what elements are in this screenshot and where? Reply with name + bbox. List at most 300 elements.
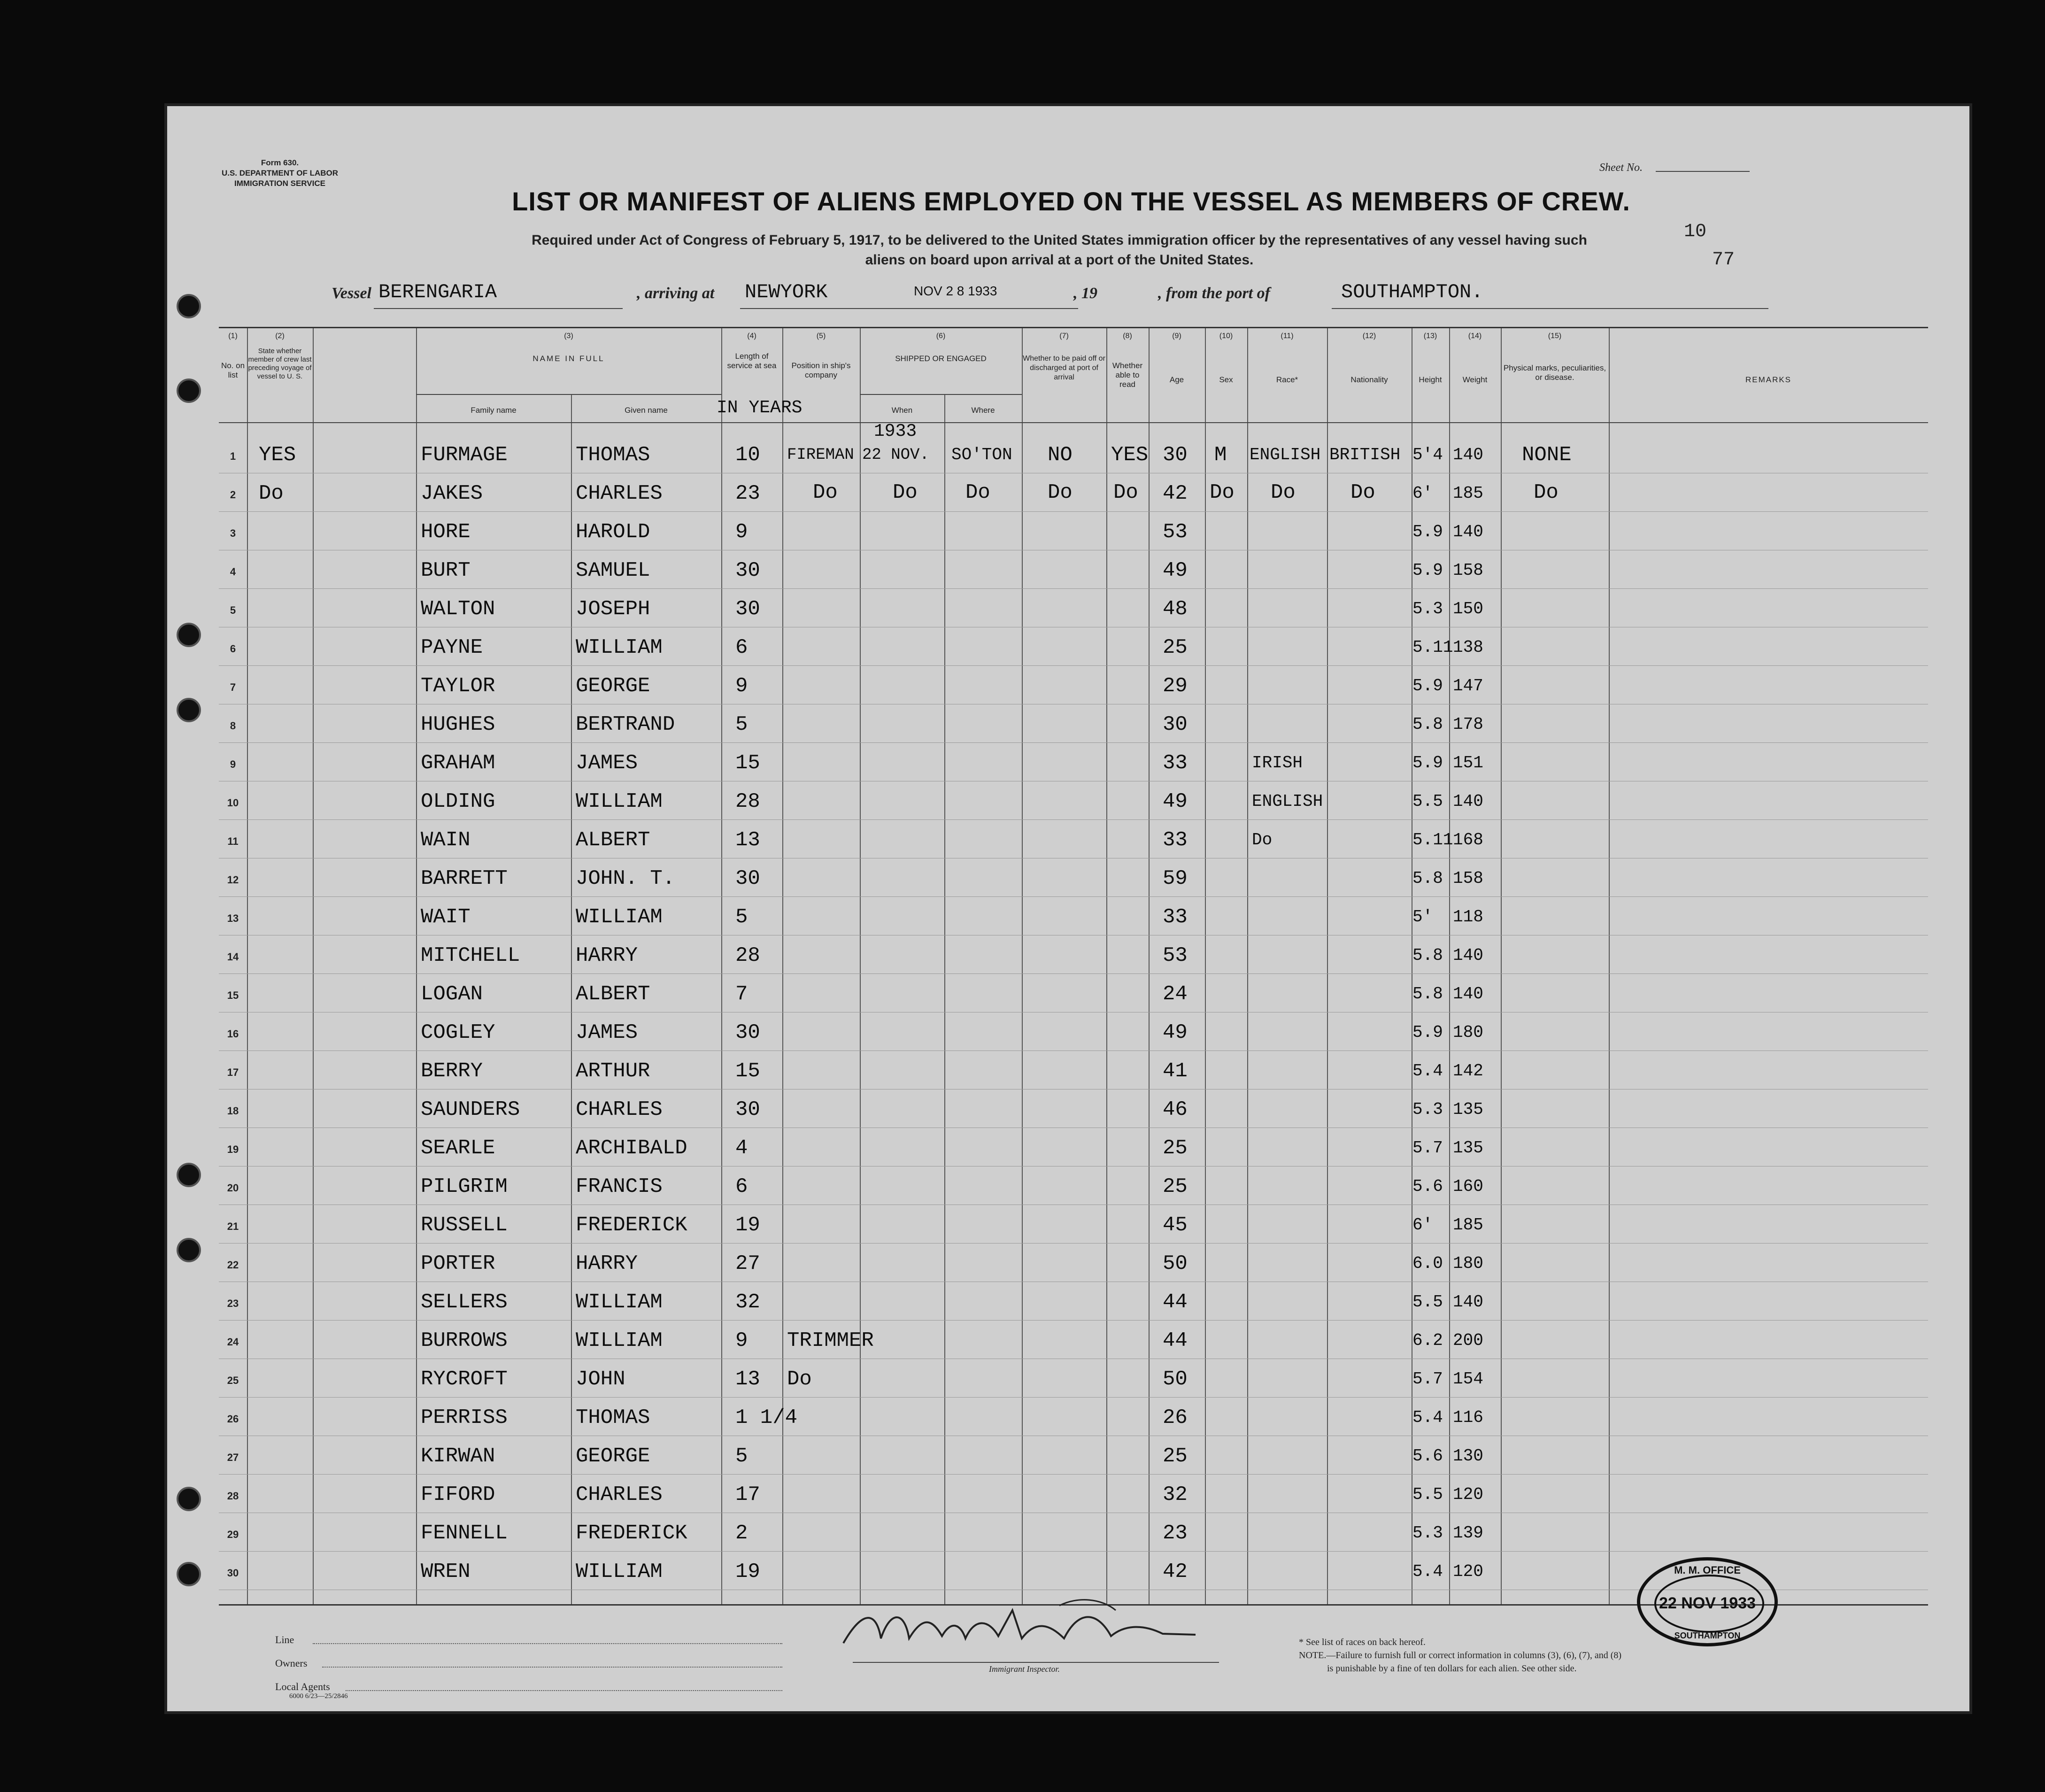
length-of-service: 30 (735, 597, 760, 621)
column-divider (571, 394, 572, 1606)
binder-hole (177, 698, 201, 722)
length-of-service: 13 (735, 828, 760, 852)
given-name: SAMUEL (576, 559, 650, 582)
header-paid-off: Whether to be paid off or discharged at port of arrival (1023, 355, 1105, 381)
row-number: 28 (227, 1490, 239, 1502)
arrival-port-underline (740, 308, 1078, 309)
column-number: (8) (1123, 332, 1132, 340)
last-voyage-value: Do (259, 482, 284, 505)
given-name: WILLIAM (576, 905, 663, 929)
column-divider (1609, 328, 1610, 1606)
weight-value: 140 (1453, 946, 1483, 965)
length-of-service: 23 (735, 482, 760, 505)
height-value: 5.6 (1412, 1177, 1443, 1196)
departure-port: SOUTHAMPTON. (1341, 281, 1483, 303)
race-value: IRISH (1252, 753, 1303, 772)
weight-value: 160 (1453, 1177, 1483, 1196)
row-rule (219, 973, 1928, 974)
signature-line (853, 1662, 1219, 1663)
department-name: U.S. DEPARTMENT OF LABOR (221, 169, 339, 178)
height-value: 5.11 (1412, 638, 1453, 657)
shipped-when: 22 NOV. (862, 446, 929, 464)
family-name: WALTON (421, 597, 495, 621)
arriving-label: , arriving at (637, 285, 715, 302)
given-name: JAMES (576, 1021, 638, 1044)
column-number: (1) (228, 332, 238, 340)
row-number: 5 (230, 604, 236, 616)
given-name: WILLIAM (576, 636, 663, 659)
document-title: LIST OR MANIFEST OF ALIENS EMPLOYED ON THE VESSEL AS MEMBERS OF CREW. (512, 186, 1630, 216)
family-name: COGLEY (421, 1021, 495, 1044)
age-value: 48 (1163, 597, 1188, 621)
family-name: RYCROFT (421, 1367, 508, 1391)
departure-port-underline (1332, 308, 1768, 309)
weight-value: 140 (1453, 522, 1483, 541)
row-number: 9 (230, 758, 236, 770)
weight-value: 142 (1453, 1061, 1483, 1081)
given-name: FREDERICK (576, 1213, 687, 1237)
able-to-read-value: YES (1111, 443, 1149, 467)
given-name: HAROLD (576, 520, 650, 544)
family-name: FIFORD (421, 1483, 495, 1506)
height-value: 5'4 (1412, 445, 1443, 464)
height-value: 5.11 (1412, 830, 1453, 850)
row-number: 25 (227, 1375, 239, 1386)
height-value: 5.3 (1412, 1523, 1443, 1543)
length-of-service: 6 (735, 636, 748, 659)
family-name: MITCHELL (421, 944, 520, 967)
weight-value: 154 (1453, 1369, 1483, 1389)
ditto-mark: Do (1210, 481, 1235, 504)
arrival-port: NEWYORK (745, 281, 828, 303)
length-of-service: 2 (735, 1522, 748, 1545)
column-divider (860, 328, 861, 1606)
races-note: * See list of races on back hereof. (1299, 1637, 1426, 1647)
binder-hole (177, 294, 201, 318)
row-number: 7 (230, 681, 236, 693)
column-divider (1327, 328, 1328, 1606)
shipped-where: SO'TON (951, 445, 1012, 464)
ditto-mark: Do (965, 481, 990, 504)
height-value: 5.5 (1412, 792, 1443, 811)
ditto-mark: Do (1350, 481, 1375, 504)
header-rule (219, 422, 1928, 423)
given-name: GEORGE (576, 1444, 650, 1468)
header-sex: Sex (1219, 375, 1233, 384)
length-of-service: 10 (735, 443, 760, 467)
given-name: CHARLES (576, 1098, 663, 1121)
corner-number-top: 10 (1684, 221, 1707, 242)
row-number: 12 (227, 874, 239, 886)
height-value: 5.8 (1412, 715, 1443, 734)
age-value: 46 (1163, 1098, 1188, 1121)
length-of-service: 5 (735, 713, 748, 736)
family-name: JAKES (421, 482, 483, 505)
length-of-service: 32 (735, 1290, 760, 1314)
family-name: PERRISS (421, 1406, 508, 1429)
penalty-note-line-1: NOTE.—Failure to furnish full or correct information in columns (3), (6), (7), and (8) (1299, 1650, 1622, 1661)
height-value: 5.6 (1412, 1446, 1443, 1466)
vessel-name: BERENGARIA (378, 281, 497, 303)
service-name: IMMIGRATION SERVICE (234, 179, 325, 188)
header-position: Position in ship's company (791, 361, 851, 379)
age-value: 32 (1163, 1483, 1188, 1506)
family-name: LOGAN (421, 982, 483, 1006)
line-field (313, 1643, 782, 1644)
ditto-mark: Do (1048, 481, 1073, 504)
given-name: WILLIAM (576, 1560, 663, 1583)
family-name: SELLERS (421, 1290, 508, 1314)
row-number: 17 (227, 1066, 239, 1078)
sheet-number-line (1656, 171, 1750, 172)
length-of-service: 30 (735, 559, 760, 582)
ditto-mark: Do (1534, 481, 1559, 504)
family-name: FENNELL (421, 1522, 508, 1545)
height-value: 5.8 (1412, 984, 1443, 1004)
given-name: BERTRAND (576, 713, 675, 736)
weight-value: 130 (1453, 1446, 1483, 1466)
given-name: JOSEPH (576, 597, 650, 621)
height-value: 5.8 (1412, 869, 1443, 888)
row-number: 19 (227, 1143, 239, 1155)
column-divider (944, 394, 945, 1606)
weight-value: 168 (1453, 830, 1483, 850)
header-shipped-engaged: SHIPPED OR ENGAGED (895, 354, 987, 363)
family-name: PILGRIM (421, 1175, 508, 1198)
length-of-service: 5 (735, 1444, 748, 1468)
age-value: 59 (1163, 867, 1188, 890)
row-rule (219, 742, 1928, 743)
family-name: FURMAGE (421, 443, 508, 467)
form-number: Form 630. (261, 158, 299, 167)
height-value: 5.4 (1412, 1562, 1443, 1581)
row-number: 22 (227, 1259, 239, 1271)
age-value: 25 (1163, 1175, 1188, 1198)
header-last-voyage: State whether member of crew last preceding voyage of vessel to U. S. (248, 347, 312, 380)
given-name: WILLIAM (576, 1329, 663, 1352)
family-name: PORTER (421, 1252, 495, 1275)
weight-value: 140 (1453, 792, 1483, 811)
weight-value: 135 (1453, 1138, 1483, 1158)
age-value: 45 (1163, 1213, 1188, 1237)
column-number: (14) (1468, 332, 1482, 340)
weight-value: 151 (1453, 753, 1483, 772)
document-subtitle (355, 231, 1764, 270)
family-name: WAIN (421, 828, 471, 852)
column-divider (416, 328, 417, 1606)
column-divider (1501, 328, 1502, 1606)
length-of-service: 19 (735, 1213, 760, 1237)
local-agents-field (346, 1690, 782, 1691)
sheet-number-label: Sheet No. (1599, 162, 1643, 174)
height-value: 5.9 (1412, 753, 1443, 772)
length-of-service: 27 (735, 1252, 760, 1275)
given-name: THOMAS (576, 1406, 650, 1429)
given-name: JOHN. T. (576, 867, 675, 890)
binder-hole (177, 1163, 201, 1187)
row-number: 3 (230, 527, 236, 539)
row-number: 10 (227, 797, 239, 809)
row-number: 20 (227, 1182, 239, 1194)
column-number: (15) (1548, 332, 1562, 340)
binder-hole (177, 1238, 201, 1262)
length-of-service: 4 (735, 1136, 748, 1160)
age-value: 23 (1163, 1522, 1188, 1545)
height-value: 5.7 (1412, 1138, 1443, 1158)
length-of-service: 15 (735, 751, 760, 775)
column-number: (12) (1362, 332, 1376, 340)
given-name: WILLIAM (576, 1290, 663, 1314)
binder-hole (177, 1562, 201, 1586)
row-number: 4 (230, 566, 236, 578)
length-of-service: 7 (735, 982, 748, 1006)
position-value: Do (787, 1367, 812, 1391)
weight-value: 158 (1453, 561, 1483, 580)
age-value: 33 (1163, 905, 1188, 929)
given-name: HARRY (576, 1252, 638, 1275)
weight-value: 178 (1453, 715, 1483, 734)
vessel-name-underline (374, 308, 623, 309)
weight-value: 180 (1453, 1023, 1483, 1042)
ditto-mark: Do (813, 481, 838, 504)
length-of-service: 13 (735, 1367, 760, 1391)
given-name: ALBERT (576, 828, 650, 852)
line-label: Line (275, 1634, 294, 1645)
row-number: 14 (227, 951, 239, 963)
weight-value: 120 (1453, 1562, 1483, 1581)
weight-value: 147 (1453, 676, 1483, 695)
family-name: HORE (421, 520, 471, 544)
binder-hole (177, 1487, 201, 1511)
nationality-value: BRITISH (1329, 445, 1401, 464)
length-of-service: 30 (735, 1021, 760, 1044)
header-name-in-full: NAME IN FULL (532, 354, 605, 363)
column-number: (5) (816, 332, 826, 340)
weight-value: 120 (1453, 1485, 1483, 1504)
sex-value: M (1214, 443, 1227, 467)
age-value: 29 (1163, 674, 1188, 698)
row-number: 15 (227, 989, 239, 1001)
family-name: TAYLOR (421, 674, 495, 698)
row-number: 16 (227, 1028, 239, 1040)
row-number: 6 (230, 643, 236, 655)
weight-value: 135 (1453, 1100, 1483, 1119)
height-value: 5.8 (1412, 946, 1443, 965)
length-of-service: 5 (735, 905, 748, 929)
weight-value: 118 (1453, 907, 1483, 927)
header-weight: Weight (1462, 375, 1488, 384)
row-number: 21 (227, 1220, 239, 1232)
weight-value: 185 (1453, 484, 1483, 503)
weight-value: 158 (1453, 869, 1483, 888)
race-value: ENGLISH (1252, 792, 1323, 811)
race-value: ENGLISH (1250, 445, 1321, 464)
row-rule (219, 1050, 1928, 1051)
given-name: ARTHUR (576, 1059, 650, 1083)
subheader-when: When (891, 406, 913, 415)
weight-value: 140 (1453, 984, 1483, 1004)
age-value: 49 (1163, 559, 1188, 582)
age-value: 26 (1163, 1406, 1188, 1429)
stamp-top-text: M. M. OFFICE (1674, 1564, 1741, 1576)
manifest-sheet (164, 103, 1972, 1714)
given-name: HARRY (576, 944, 638, 967)
subheader-where: Where (971, 406, 995, 415)
header-age: Age (1169, 375, 1184, 384)
given-name: THOMAS (576, 443, 650, 467)
position-value: TRIMMER (787, 1329, 874, 1352)
age-value: 53 (1163, 944, 1188, 967)
length-of-service: 30 (735, 867, 760, 890)
header-rule (860, 394, 1022, 395)
given-name: WILLIAM (576, 790, 663, 813)
row-rule (219, 1243, 1928, 1244)
row-number: 26 (227, 1413, 239, 1425)
binder-hole (177, 378, 201, 403)
row-number: 24 (227, 1336, 239, 1348)
height-value: 5.4 (1412, 1408, 1443, 1427)
header-rule (416, 394, 721, 395)
family-name: RUSSELL (421, 1213, 508, 1237)
print-code: 6000 6/23—25/2846 (289, 1692, 348, 1700)
given-name: FREDERICK (576, 1522, 687, 1545)
year-label: , 19 (1073, 285, 1097, 302)
row-number: 2 (230, 489, 236, 501)
height-value: 5.5 (1412, 1485, 1443, 1504)
header-nationality: Nationality (1350, 375, 1388, 384)
family-name: HUGHES (421, 713, 495, 736)
length-of-service: 1 1/4 (735, 1406, 798, 1429)
age-value: 24 (1163, 982, 1188, 1006)
header-able-to-read: Whether able to read (1112, 361, 1143, 389)
row-rule (219, 1320, 1928, 1321)
row-number: 27 (227, 1452, 239, 1463)
mm-office-stamp (1637, 1557, 1778, 1646)
height-value: 5.5 (1412, 1292, 1443, 1312)
row-rule (219, 665, 1928, 666)
row-rule (219, 819, 1928, 820)
length-of-service: 28 (735, 790, 760, 813)
weight-value: 140 (1453, 1292, 1483, 1312)
in-years-note: IN YEARS (717, 398, 803, 418)
height-value: 6.2 (1412, 1331, 1443, 1350)
height-value: 6' (1412, 1215, 1433, 1235)
family-name: GRAHAM (421, 751, 495, 775)
vessel-label: Vessel (332, 285, 371, 302)
given-name: ALBERT (576, 982, 650, 1006)
column-divider (1106, 328, 1107, 1606)
inspector-signature (834, 1591, 1219, 1667)
age-value: 30 (1163, 713, 1188, 736)
row-number: 23 (227, 1298, 239, 1309)
row-rule (219, 896, 1928, 897)
length-of-service: 9 (735, 1329, 748, 1352)
paid-off-value: NO (1048, 443, 1073, 467)
column-number: (7) (1059, 332, 1069, 340)
subtitle-line-1: Required under Act of Congress of February 5, 1917, to be delivered to the United States immigration officer by the representatives of any vessel having such (532, 232, 1587, 248)
column-number: (9) (1172, 332, 1181, 340)
race-value: Do (1252, 830, 1273, 850)
length-of-service: 15 (735, 1059, 760, 1083)
ditto-mark: Do (1113, 481, 1138, 504)
age-value: 42 (1163, 482, 1188, 505)
inspector-label: Immigrant Inspector. (989, 1664, 1060, 1674)
row-rule (219, 511, 1928, 512)
height-value: 5' (1412, 907, 1433, 927)
column-divider (1149, 328, 1150, 1606)
length-of-service: 30 (735, 1098, 760, 1121)
arrival-date-stamp: NOV 2 8 1933 (914, 284, 997, 298)
column-divider (1205, 328, 1206, 1606)
row-number: 13 (227, 912, 239, 924)
column-divider (1247, 328, 1248, 1606)
subheader-family-name: Family name (471, 406, 517, 415)
given-name: ARCHIBALD (576, 1136, 687, 1160)
age-value: 33 (1163, 828, 1188, 852)
column-divider (313, 328, 314, 1606)
row-rule (219, 1397, 1928, 1398)
header-physical-marks: Physical marks, peculiarities, or disease. (1503, 363, 1606, 382)
position-fireman: FIREMAN (787, 446, 854, 464)
age-value: 42 (1163, 1560, 1188, 1583)
age-value: 53 (1163, 520, 1188, 544)
age-value: 49 (1163, 790, 1188, 813)
crew-manifest-table (219, 327, 1928, 1709)
column-divider (1449, 328, 1450, 1606)
weight-value: 140 (1453, 445, 1483, 464)
form-identifier (219, 158, 341, 189)
family-name: SEARLE (421, 1136, 495, 1160)
from-port-label: , from the port of (1158, 285, 1270, 302)
height-value: 5.3 (1412, 1100, 1443, 1119)
subtitle-line-2: aliens on board upon arrival at a port of the United States. (865, 252, 1254, 268)
age-value: 50 (1163, 1252, 1188, 1275)
row-number: 1 (230, 450, 236, 462)
local-agents-label: Local Agents (275, 1681, 330, 1692)
header-race: Race* (1276, 375, 1298, 384)
column-number: (2) (275, 332, 285, 340)
weight-value: 139 (1453, 1523, 1483, 1543)
column-divider (247, 328, 248, 1606)
age-value: 49 (1163, 1021, 1188, 1044)
column-divider (1022, 328, 1023, 1606)
weight-value: 185 (1453, 1215, 1483, 1235)
family-name: BURROWS (421, 1329, 508, 1352)
age-value: 33 (1163, 751, 1188, 775)
height-value: 5.4 (1412, 1061, 1443, 1081)
age-value: 44 (1163, 1329, 1188, 1352)
height-value: 6.0 (1412, 1254, 1443, 1273)
stamp-bottom-text: SOUTHAMPTON (1674, 1631, 1741, 1640)
family-name: OLDING (421, 790, 495, 813)
given-name: CHARLES (576, 482, 663, 505)
column-divider (721, 328, 722, 1606)
physical-marks-value: NONE (1522, 443, 1572, 467)
penalty-note-line-2: is punishable by a fine of ten dollars for each alien. See other side. (1327, 1663, 1577, 1674)
family-name: BURT (421, 559, 471, 582)
age-value: 25 (1163, 636, 1188, 659)
age-value: 25 (1163, 1136, 1188, 1160)
ditto-mark: Do (1271, 481, 1296, 504)
column-number: (3) (564, 332, 573, 340)
given-name: FRANCIS (576, 1175, 663, 1198)
weight-value: 116 (1453, 1408, 1483, 1427)
family-name: BERRY (421, 1059, 483, 1083)
row-number: 18 (227, 1105, 239, 1117)
weight-value: 138 (1453, 638, 1483, 657)
length-of-service: 9 (735, 674, 748, 698)
owners-field (322, 1667, 782, 1668)
